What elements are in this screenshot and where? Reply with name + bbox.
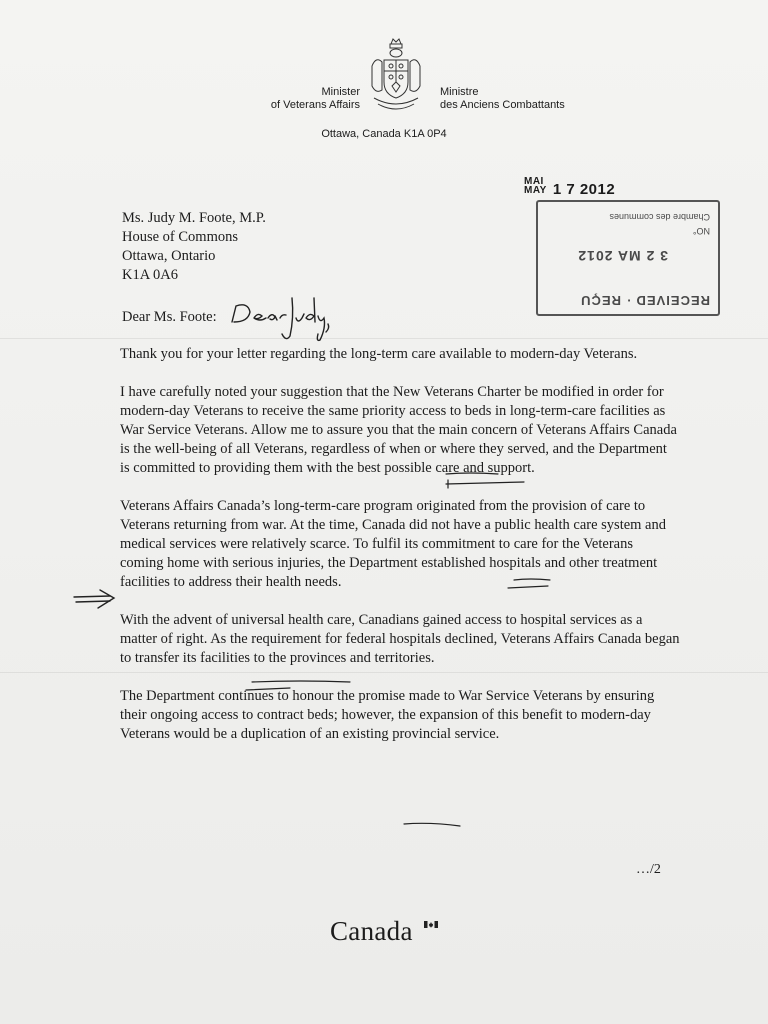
- recipient-name: Ms. Judy M. Foote, M.P.: [122, 210, 266, 226]
- paragraph-3: Veterans Affairs Canada’s long-term-care program originated from the provision of care to Veterans returning from war. At the time, Canada did not have a public health care system and medical services were relatively scarce. To fulfil its commitment to care for the Veterans coming home with serious injuries, the Department established hospitals and other treatment facilities to address their health needs.: [120, 498, 666, 590]
- letterhead-french-line2: des Anciens Combattants: [440, 99, 565, 111]
- letterhead-french-line1: Ministre: [440, 86, 479, 98]
- letterhead-english-line1: Minister: [321, 86, 360, 98]
- received-stamp-number: NO°: [692, 226, 710, 236]
- recipient-line3: Ottawa, Ontario: [122, 248, 216, 264]
- received-stamp-title: RECEIVED · REÇU: [580, 293, 710, 308]
- date-month-en: MAY: [524, 185, 547, 196]
- letterhead-english-line2: of Veterans Affairs: [270, 99, 360, 111]
- received-stamp-office: Chambre des communes: [609, 212, 710, 222]
- paragraph-4: With the advent of universal health care, Canadians gained access to hospital services as a matter of right. As the requirement for federal hospitals declined, Veterans Affairs Canada began to transfer its facilities to the provinces and territories.: [120, 612, 680, 666]
- salutation: Dear Ms. Foote:: [122, 309, 217, 325]
- paragraph-2: I have carefully noted your suggestion that the New Veterans Charter be modified in order for modern-day Veterans to receive the same priority access to beds in long-term-care facilities as War Service Veterans. Allow me to assure you that the main concern of Veterans Affairs Canada is the well-being of all Veterans, regardless of when or where they served, and the Department is committed to providing them with the best possible care and support.: [120, 384, 677, 476]
- recipient-postal-code: K1A 0A6: [122, 267, 178, 283]
- date-day-year: 1 7 2012: [552, 181, 616, 198]
- date-month-fr: MAI: [524, 176, 544, 187]
- letterhead-address: Ottawa, Canada K1A 0P4: [321, 128, 447, 140]
- paragraph-5: The Department continues to honour the promise made to War Service Veterans by ensuring their ongoing access to contract beds; however, the expansion of this benefit to modern-day Veterans would be a duplication of an existing provincial service.: [120, 688, 655, 742]
- page-continuation-marker: …/2: [636, 862, 661, 877]
- canada-wordmark: Canada: [330, 916, 413, 946]
- paragraph-1: Thank you for your letter regarding the long-term care available to modern-day Veterans.: [120, 346, 638, 362]
- recipient-line2: House of Commons: [122, 229, 238, 245]
- received-stamp-date: 3 2 MA 2012: [577, 248, 668, 264]
- canada-flag-icon: [424, 921, 438, 928]
